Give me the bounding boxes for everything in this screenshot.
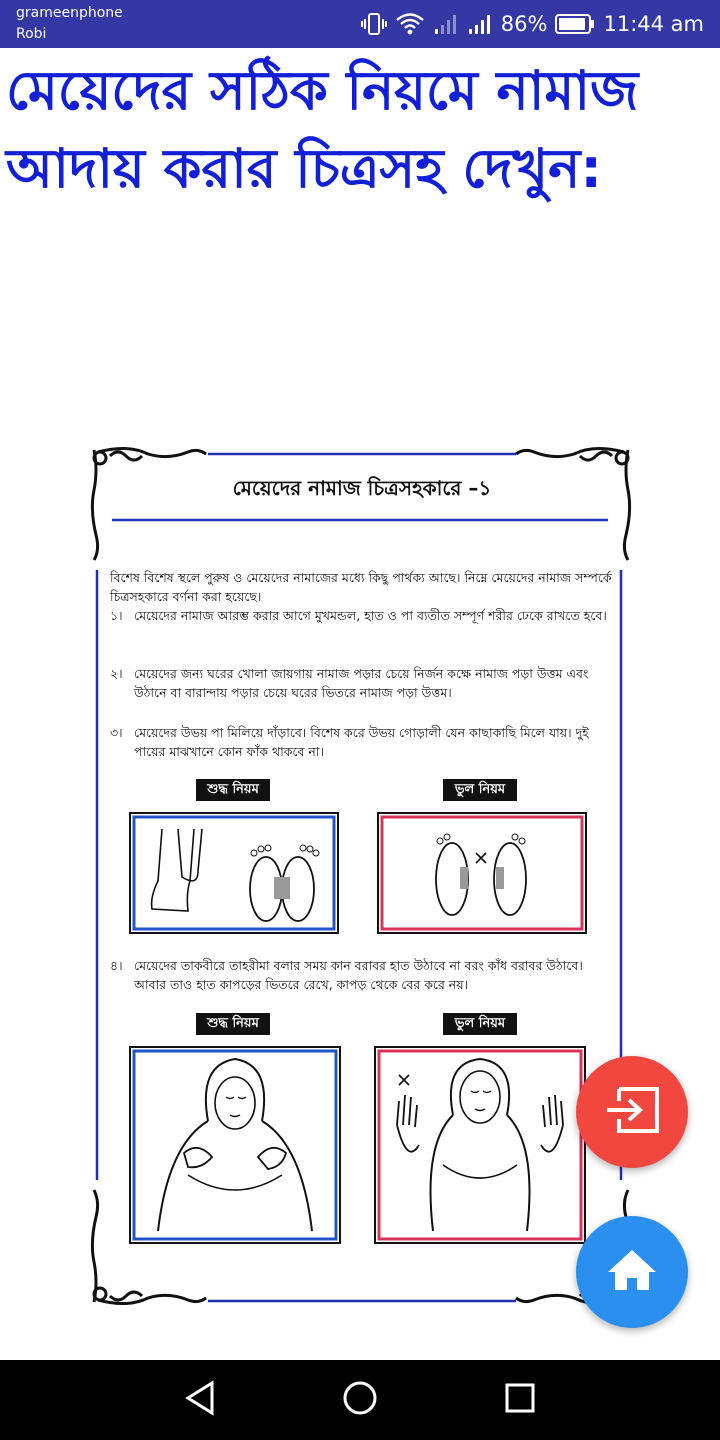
wifi-icon — [395, 12, 425, 36]
carrier-secondary: Robi — [16, 26, 47, 42]
home-icon — [606, 1248, 658, 1296]
status-icons — [361, 0, 704, 48]
document-title: মেয়েদের নামাজ চিত্রসহকারে –১ — [232, 476, 492, 500]
nav-back-button[interactable] — [180, 1380, 220, 1420]
wrong-label: ভুল নিয়ম — [443, 779, 517, 801]
signal-weak-icon — [433, 12, 459, 36]
takbir-correct-illustration — [128, 1045, 342, 1245]
home-button[interactable] — [576, 1216, 688, 1328]
feet-wrong-illustration — [376, 811, 588, 935]
status-bar — [0, 0, 720, 48]
battery-percent: 86% — [500, 12, 548, 36]
list-item-text: মেয়েদের তাকবীরে তাহরীমা বলার সময় কান বরাবর হাত উঠাবে না বরং কাঁধ বরাবর উঠাবে। আবার তাও হাত কাপড়ের ভিতরে রেখে, কাপড় থেকে বের করে নয়। — [134, 958, 583, 992]
system-nav-bar — [0, 1360, 720, 1440]
battery-icon — [555, 13, 595, 35]
home-circle-icon — [342, 1380, 378, 1420]
list-item-number: ১। — [110, 608, 123, 623]
vibrate-icon — [361, 12, 387, 36]
list-item-text: মেয়েদের জন্য ঘরের খোলা জায়গায় নামাজ পড়ার চেয়ে নির্জন কক্ষে নামাজ পড়া উত্তম এবং উঠানে বা বারান্দায় পড়ার চেয়ে ঘরের ভিতরে নামাজ পড়া উত্তম। — [134, 666, 589, 700]
takbir-wrong-illustration — [373, 1045, 587, 1245]
list-item-number: ২। — [110, 666, 123, 681]
signal-strong-icon — [467, 12, 493, 36]
clock: 11:44 am — [603, 12, 704, 36]
exit-button[interactable] — [576, 1056, 688, 1168]
exit-icon — [605, 1087, 659, 1137]
nav-recents-button[interactable] — [500, 1380, 540, 1420]
list-item — [110, 956, 612, 994]
correct-label: শুদ্ধ নিয়ম — [196, 779, 270, 801]
feet-correct-illustration — [128, 811, 340, 935]
recents-icon — [504, 1382, 536, 1418]
list-item — [110, 606, 612, 625]
list-item-number: ৩। — [110, 725, 123, 740]
nav-home-button[interactable] — [340, 1380, 380, 1420]
list-item — [110, 664, 612, 702]
list-item-text: মেয়েদের উভয় পা মিলিয়ে দাঁড়াবে। বিশেষ করে উভয় গোড়ালী যেন কাছাকাছি মিলে যায়। দুই পায়ের মাঝখানে কোন ফাঁক থাকবে না। — [134, 725, 589, 759]
wrong-label: ভুল নিয়ম — [443, 1013, 517, 1035]
back-icon — [184, 1380, 216, 1420]
document-intro: বিশেষ বিশেষ স্থলে পুরুষ ও মেয়েদের নামাজের মধ্যে কিছু পার্থক্য আছে। নিম্নে মেয়েদের নামাজ সম্পর্কে চিত্রসহকারে বর্ণনা করা হয়েছে। — [110, 570, 612, 604]
prayer-guide-image — [88, 440, 636, 1312]
carrier-primary: grameenphone — [16, 5, 123, 21]
list-item-text: মেয়েদের নামাজ আরম্ভ করার আগে মুখমন্ডল, হাত ও পা ব্যতীত সম্পূর্ণ শরীর ঢেকে রাখতে হবে। — [134, 608, 607, 623]
list-item — [110, 723, 612, 761]
correct-label: শুদ্ধ নিয়ম — [196, 1013, 270, 1035]
page-heading: মেয়েদের সঠিক নিয়মে নামাজ আদায় করার চিত্রসহ দেখুন: — [6, 59, 639, 200]
list-item-number: ৪। — [110, 958, 123, 973]
